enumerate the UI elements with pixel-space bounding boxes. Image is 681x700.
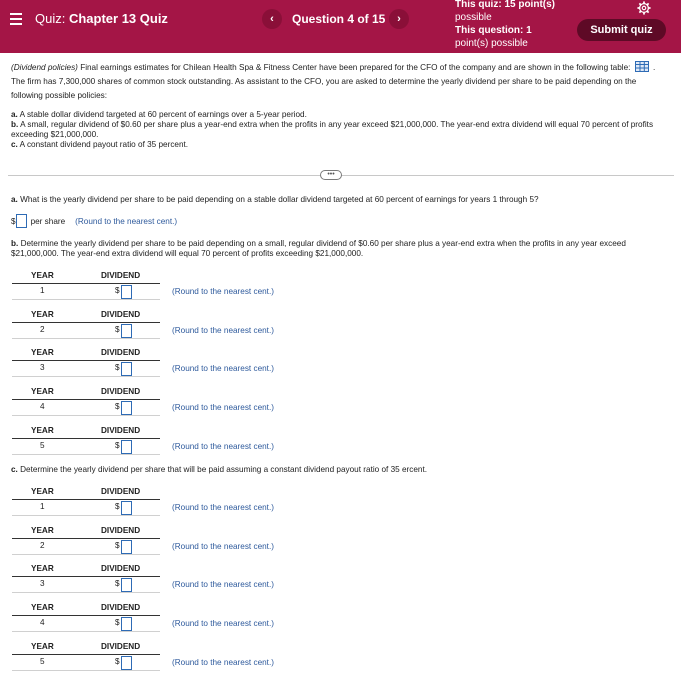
part_c-dividend-table [12, 602, 160, 632]
part_b-dividend-table [12, 270, 160, 300]
part_c-dividend-table [12, 641, 160, 671]
part-a-answer: $ per share (Round to the nearest cent.) [11, 214, 177, 228]
table-row [12, 616, 160, 632]
year-value: 1 [40, 286, 45, 295]
table-header [12, 386, 160, 400]
question-counter: Question 4 of 15 [292, 12, 386, 26]
dividend-input[interactable] [121, 362, 132, 376]
year-value: 3 [40, 363, 45, 373]
policy-b: b. A small, regular dividend of $0.60 per share plus a year-end extra when the profits in any year exceed $21,000,000. The year-end extra dividend will equal 70 percent of profits exceeding $21,000,000. [11, 120, 654, 139]
year-header: YEAR [31, 425, 54, 435]
table-row [12, 361, 160, 377]
table-header [12, 602, 160, 616]
round-note: (Round to the nearest cent.) [172, 364, 274, 374]
year-header: YEAR [31, 271, 54, 280]
part-c-question: c. Determine the yearly dividend per share that will be paid assuming a constant dividend payout ratio of 35 ercent. [11, 465, 428, 474]
dividend-header: DIVIDEND [101, 425, 141, 435]
year-value: 5 [40, 656, 45, 666]
quiz-header [0, 0, 681, 53]
policy-c: c. A constant dividend payout ratio of 35 percent. [11, 140, 189, 149]
year-value: 2 [40, 540, 45, 550]
points-status: This quiz: 15 point(s) possible This question: 1 point(s) possible [455, 0, 555, 49]
round-note: (Round to the nearest cent.) [172, 441, 274, 451]
year-header: YEAR [31, 348, 54, 358]
year-header: YEAR [31, 309, 54, 319]
dollar-sign: $ [115, 440, 120, 450]
year-header: YEAR [31, 387, 54, 397]
dividend-header: DIVIDEND [101, 487, 141, 496]
dollar-sign: $ [115, 363, 120, 373]
year-value: 4 [40, 618, 45, 628]
dividend-input[interactable] [121, 285, 132, 299]
table-row [12, 539, 160, 555]
dividend-header: DIVIDEND [101, 641, 141, 651]
submit-quiz-button[interactable]: Submit quiz [577, 19, 666, 41]
year-header: YEAR [31, 525, 54, 535]
problem-intro: (Dividend policies) Final earnings estimates for Chilean Health Spa & Fitness Center have been prepared for the CFO of the company and are shown in the following table: . The firm has 7,300,000 shares of common stock outstanding. As assistant to the CFO, you are asked to determine the yearly dividend per share to be paid depending on the following possible policies: [11, 63, 656, 100]
this-question-points: This question: 1 [455, 25, 532, 36]
part_b-dividend-table [12, 347, 160, 377]
year-header: YEAR [31, 564, 54, 574]
table-header [12, 563, 160, 577]
table-header [12, 486, 160, 500]
table-header [12, 270, 160, 284]
dividend-header: DIVIDEND [101, 387, 141, 397]
dividend-input[interactable] [121, 578, 132, 592]
dollar-sign: $ [115, 656, 120, 666]
round-note: (Round to the nearest cent.) [172, 287, 274, 296]
dollar-sign: $ [115, 402, 120, 412]
part-a-answer-input[interactable] [16, 214, 27, 228]
round-note: (Round to the nearest cent.) [172, 503, 274, 512]
dividend-header: DIVIDEND [101, 271, 141, 280]
part-a-question: a. What is the yearly dividend per share to be paid depending on a stable dollar dividend targeted at 60 percent of earnings for years 1 through 5? [11, 195, 539, 204]
dollar-sign: $ [115, 324, 120, 334]
round-note: (Round to the nearest cent.) [172, 657, 274, 667]
year-value: 5 [40, 440, 45, 450]
part_c-dividend-table [12, 486, 160, 516]
next-question-button[interactable]: › [389, 9, 409, 29]
table-row [12, 655, 160, 671]
data-table-icon[interactable] [635, 61, 649, 72]
dividend-header: DIVIDEND [101, 564, 141, 574]
dividend-input[interactable] [121, 656, 132, 670]
round-note: (Round to the nearest cent.) [172, 403, 274, 413]
dividend-input[interactable] [121, 324, 132, 338]
table-header [12, 425, 160, 439]
table-row [12, 284, 160, 300]
dollar-sign: $ [115, 286, 120, 295]
table-row [12, 400, 160, 416]
part_c-dividend-table [12, 525, 160, 555]
year-value: 3 [40, 579, 45, 589]
round-note: (Round to the nearest cent.) [172, 541, 274, 551]
round-note: (Round to the nearest cent.) [172, 325, 274, 335]
this-quiz-points: This quiz: 15 point(s) [455, 0, 555, 10]
quiz-title: Quiz: Chapter 13 Quiz [35, 11, 168, 26]
dividend-header: DIVIDEND [101, 525, 141, 535]
dividend-input[interactable] [121, 501, 132, 515]
table-row [12, 500, 160, 516]
part-b-question: b. Determine the yearly dividend per share to be paid depending on a small, regular dividend of $0.60 per share plus a year-end extra when the profits in any year exceed $21,000,000. The year-end extra dividend will equal 70 percent of profits exceeding $21,000,000. [11, 239, 626, 258]
dollar-sign: $ [115, 540, 120, 550]
dollar-sign: $ [115, 502, 120, 511]
table-header [12, 347, 160, 361]
table-row [12, 439, 160, 455]
dividend-input[interactable] [121, 401, 132, 415]
round-note: (Round to the nearest cent.) [75, 216, 178, 226]
expand-more-button[interactable]: ••• [320, 170, 342, 180]
dollar-sign: $ [115, 579, 120, 589]
dollar-sign: $ [115, 618, 120, 628]
part_b-dividend-table [12, 386, 160, 416]
dividend-header: DIVIDEND [101, 348, 141, 358]
year-header: YEAR [31, 641, 54, 651]
gear-icon[interactable] [637, 1, 651, 15]
part_b-dividend-table [12, 425, 160, 455]
year-header: YEAR [31, 603, 54, 613]
table-header [12, 641, 160, 655]
year-value: 2 [40, 324, 45, 334]
table-header [12, 525, 160, 539]
part_b-dividend-table [12, 309, 160, 339]
round-note: (Round to the nearest cent.) [172, 619, 274, 629]
dividend-input[interactable] [121, 617, 132, 631]
dividend-header: DIVIDEND [101, 309, 141, 319]
policy-a: a. A stable dollar dividend targeted at 60 percent of earnings over a 5-year period. [11, 110, 307, 119]
dividend-input[interactable] [121, 440, 132, 454]
policy-list [11, 110, 661, 150]
table-row [12, 577, 160, 593]
dividend-header: DIVIDEND [101, 603, 141, 613]
round-note: (Round to the nearest cent.) [172, 580, 274, 590]
part_c-dividend-table [12, 563, 160, 593]
menu-icon[interactable] [10, 13, 22, 25]
year-value: 4 [40, 402, 45, 412]
table-header [12, 309, 160, 323]
year-header: YEAR [31, 487, 54, 496]
dividend-input[interactable] [121, 540, 132, 554]
previous-question-button[interactable]: ‹ [262, 9, 282, 29]
table-row [12, 323, 160, 339]
year-value: 1 [40, 502, 45, 511]
